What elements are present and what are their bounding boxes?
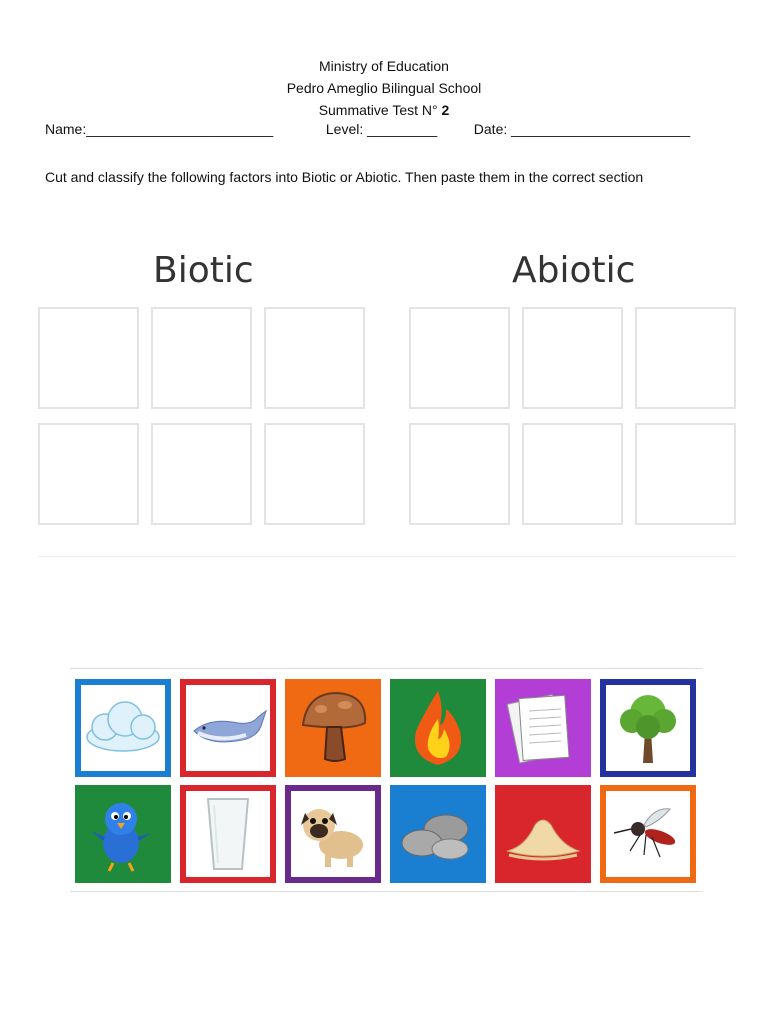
biotic-heading: Biotic <box>153 250 254 291</box>
document-header <box>0 55 768 121</box>
sand-icon <box>495 785 591 883</box>
biotic-box <box>151 307 252 409</box>
card-bird[interactable] <box>75 785 171 883</box>
mosquito-icon <box>600 785 696 883</box>
rocks-icon <box>390 785 486 883</box>
tree-icon <box>600 679 696 777</box>
card-cloud[interactable] <box>75 679 171 777</box>
whale-icon <box>180 679 276 777</box>
glass-icon <box>180 785 276 883</box>
card-sand[interactable] <box>495 785 591 883</box>
card-paper[interactable] <box>495 679 591 777</box>
student-info-line <box>45 121 690 137</box>
test-title <box>0 99 768 121</box>
card-fire[interactable] <box>390 679 486 777</box>
abiotic-heading: Abiotic <box>512 250 636 291</box>
card-rocks[interactable] <box>390 785 486 883</box>
test-number: 2 <box>441 102 450 118</box>
biotic-box <box>264 307 365 409</box>
instructions-text: Cut and classify the following factors into Biotic or Abiotic. Then paste them in the correct section <box>45 169 644 185</box>
date-field: Date: _______________________ <box>473 121 691 137</box>
bird-icon <box>75 785 171 883</box>
biotic-box <box>38 423 139 525</box>
mushroom-icon <box>285 679 381 777</box>
biotic-box <box>151 423 252 525</box>
card-glass[interactable] <box>180 785 276 883</box>
test-label: Summative Test N° <box>318 102 438 118</box>
abiotic-box <box>409 423 510 525</box>
abiotic-box <box>635 307 736 409</box>
divider <box>38 556 736 557</box>
card-tree[interactable] <box>600 679 696 777</box>
card-dog[interactable] <box>285 785 381 883</box>
card-mushroom[interactable] <box>285 679 381 777</box>
cutout-strip <box>70 668 703 892</box>
abiotic-box <box>635 423 736 525</box>
fire-icon <box>390 679 486 777</box>
abiotic-box <box>522 423 623 525</box>
level-field: Level: _________ <box>325 121 438 137</box>
paper-icon <box>495 679 591 777</box>
ministry-title: Ministry of Education <box>319 58 449 74</box>
school-title: Pedro Ameglio Bilingual School <box>286 80 482 96</box>
abiotic-box <box>522 307 623 409</box>
biotic-box <box>264 423 365 525</box>
dog-icon <box>285 785 381 883</box>
card-whale[interactable] <box>180 679 276 777</box>
name-field: Name:________________________ <box>45 121 274 137</box>
card-mosquito[interactable] <box>600 785 696 883</box>
cloud-icon <box>75 679 171 777</box>
abiotic-box <box>409 307 510 409</box>
biotic-box <box>38 307 139 409</box>
